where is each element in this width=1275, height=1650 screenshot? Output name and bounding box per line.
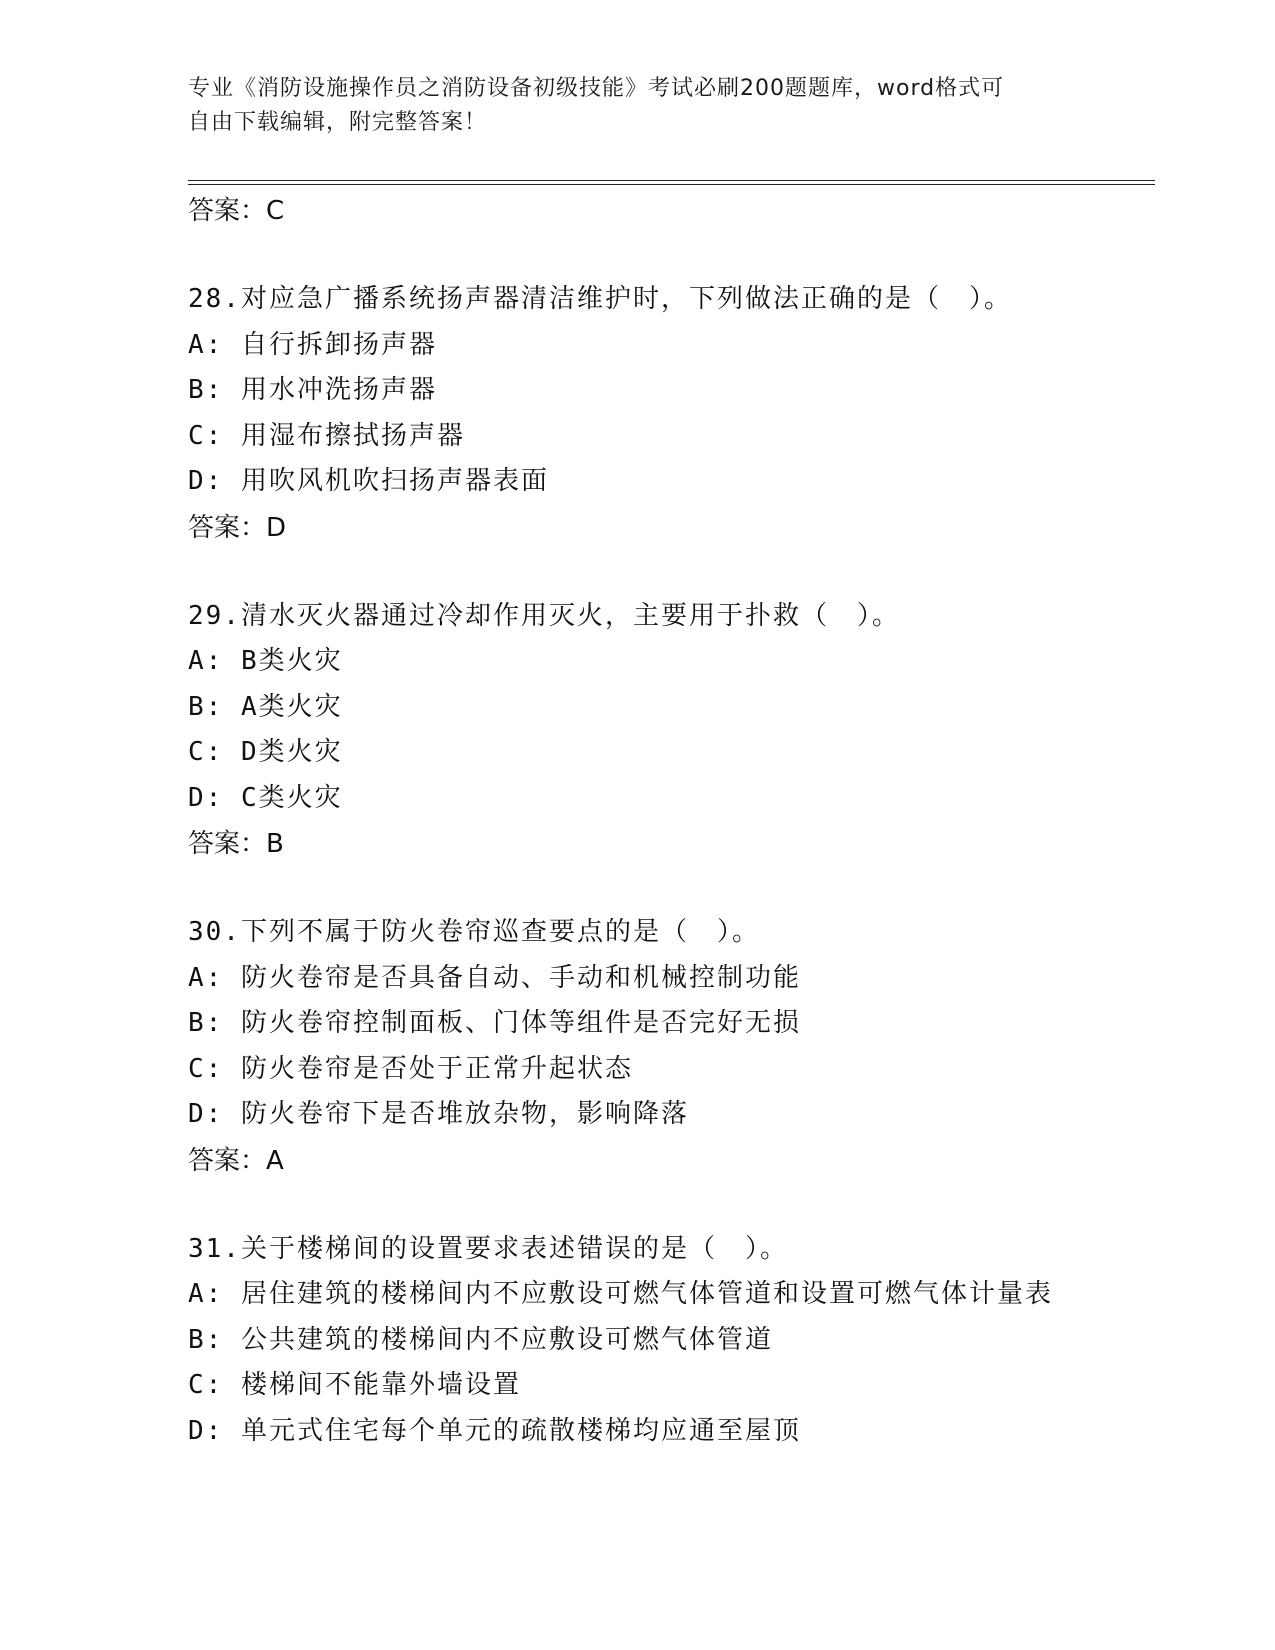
question-30-option-d: D: 防火卷帘下是否堆放杂物，影响降落 [188, 1099, 689, 1129]
question-31-option-c: C: 楼梯间不能靠外墙设置 [188, 1370, 521, 1400]
question-31-stem: 31.关于楼梯间的设置要求表述错误的是（ ）。 [188, 1233, 788, 1264]
question-28-option-c: C: 用湿布擦拭扬声器 [188, 420, 465, 451]
header-line-1: 专业《消防设施操作员之消防设备初级技能》考试必刷200题题库，word格式可 [188, 76, 1005, 101]
question-29-option-d: D: C类火灾 [188, 782, 343, 813]
question-30-option-c: C: 防火卷帘是否处于正常升起状态 [188, 1053, 633, 1084]
question-31-option-b: B: 公共建筑的楼梯间内不应敷设可燃气体管道 [188, 1324, 773, 1355]
header-divider-top [188, 180, 1155, 181]
question-list [188, 188, 1148, 1454]
header-line-2: 自由下载编辑，附完整答案！ [188, 110, 488, 135]
answer-line-q27: 答案：C [188, 196, 285, 226]
question-29-stem: 29.清水灭火器通过冷却作用灭火，主要用于扑救（ ）。 [188, 600, 900, 631]
question-30-option-b: B: 防火卷帘控制面板、门体等组件是否完好无损 [188, 1008, 801, 1038]
question-31-option-a: A: 居住建筑的楼梯间内不应敷设可燃气体管道和设置可燃气体计量表 [188, 1279, 1053, 1309]
spacer [188, 551, 1148, 594]
question-29-option-a: A: B类火灾 [188, 646, 343, 676]
spacer [188, 1184, 1148, 1227]
question-29-option-b: B: A类火灾 [188, 691, 343, 722]
question-29-option-c: C: D类火灾 [188, 737, 343, 767]
question-28-stem: 28.对应急广播系统扬声器清洁维护时，下列做法正确的是（ ）。 [188, 284, 1012, 314]
spacer [188, 867, 1148, 910]
question-30-stem: 30.下列不属于防火卷帘巡查要点的是（ ）。 [188, 917, 760, 947]
page-header [188, 72, 1088, 140]
question-28-option-b: B: 用水冲洗扬声器 [188, 375, 437, 405]
question-28-option-d: D: 用吹风机吹扫扬声器表面 [188, 466, 549, 496]
question-30-option-a: A: 防火卷帘是否具备自动、手动和机械控制功能 [188, 962, 801, 993]
question-31-option-d: D: 单元式住宅每个单元的疏散楼梯均应通至屋顶 [188, 1415, 801, 1446]
question-28-option-a: A: 自行拆卸扬声器 [188, 329, 437, 360]
header-divider-bottom [188, 184, 1155, 185]
answer-line-q29: 答案：B [188, 829, 284, 859]
answer-line-q30: 答案：A [188, 1145, 284, 1176]
spacer [188, 234, 1148, 277]
answer-line-q28: 答案：D [188, 512, 287, 543]
